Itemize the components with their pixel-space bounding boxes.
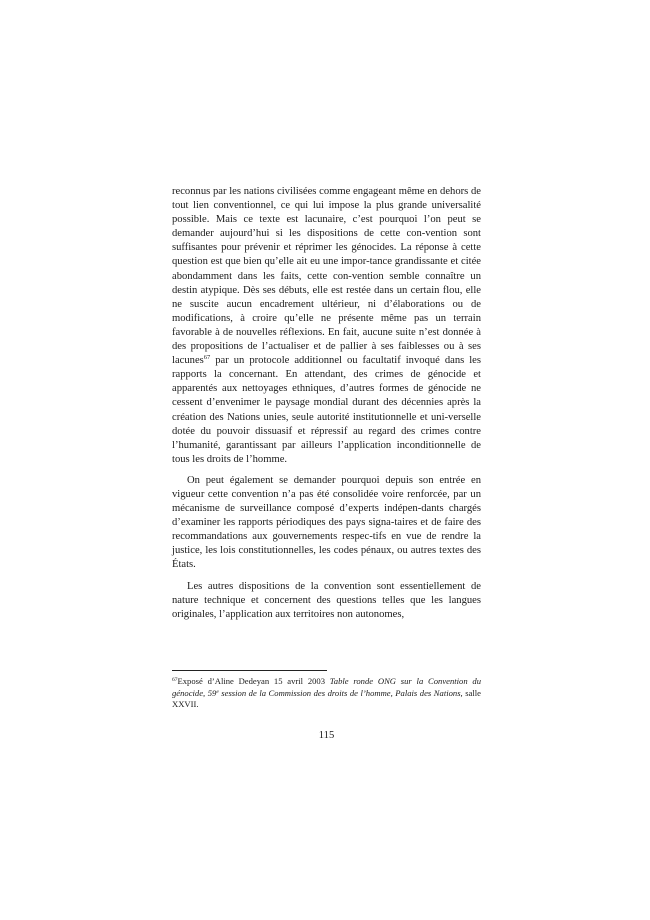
footnote-separator xyxy=(172,670,327,671)
footnote-end: , salle XXVII. xyxy=(172,687,481,710)
page-number: 115 xyxy=(318,730,335,741)
footnote xyxy=(172,676,481,711)
paragraph-1: reconnus par les nations civilisées comme engageant même en dehors de tout lien conventionnel, ce qui lui impose la plus grande universalité possible. Mais ce texte est lacunaire, c’est pourquoi l’on peut se demander aujourd’hui si les dispositions de cette con-vention sont suffisantes pour prévenir et réprimer les génocides. La réponse à cette question est que bien qu’elle ait eu une impor-tance grandissante et citée abondamment dans les faits, cette con-vention semble connaître un destin atypique. Dès ses débuts, elle est restée dans un certain flou, elle ne suscite aucun encadrement ultérieur, ni d’élaborations ou de modifications, à croire qu’elle ne présente même pas un terrain favorable à de nouvelles réflexions. En fait, aucune suite n’est donnée à des propositions de l’actualiser et de pallier à ses faiblesses ou à ses lacunes$^{67}$ par un protocole additionnel ou facultatif invoqué dans les rapports la concernant. En attendant, des crimes de génocide et apparentés aux nettoyages ethniques, d’autres formes de génocide ne cessent d’envenimer le paysage mondial durant des décennies après la création des Nations unies, seule autorité institutionnelle et uni-verselle dotée du pouvoir dissuasif et répressif au regard des crimes contre l’humanité, garantissant par ailleurs l’application inconditionnelle de tous les droits de l’homme. xyxy=(172,186,481,465)
body-text xyxy=(172,185,481,629)
footnote-number: 67 xyxy=(172,677,178,683)
footnote-title: Table ronde ONG sur la Convention du génocide, 59 xyxy=(172,676,482,698)
footnote-superscript: e xyxy=(216,688,219,695)
footnote-title-cont: session de la Commission des droits de l’homme, Palais des Nations xyxy=(218,687,461,698)
footnote-text: Exposé d’Aline Dedeyan 15 avril 2003 xyxy=(177,676,330,686)
footnote-reference[interactable]: 67 xyxy=(203,354,211,362)
paragraph-2: On peut également se demander pourquoi depuis son entrée en vigueur cette convention n’a pas été consolidée voire renforcée, par un mécanisme de surveillance composé d’experts indépen-dants chargés d’examiner les rapports périodiques des pays signa-taires et de faire des recommandations aux gouvernements respec-tifs en vue de rendre la justice, les lois constitutionnelles, les codes pénaux, ou autres textes des États. xyxy=(172,474,481,571)
paragraph-3: Les autres dispositions de la convention sont essentiellement de nature technique et concernent des questions telles que les langues originales, l’application aux territoires non autonomes, xyxy=(172,580,481,620)
